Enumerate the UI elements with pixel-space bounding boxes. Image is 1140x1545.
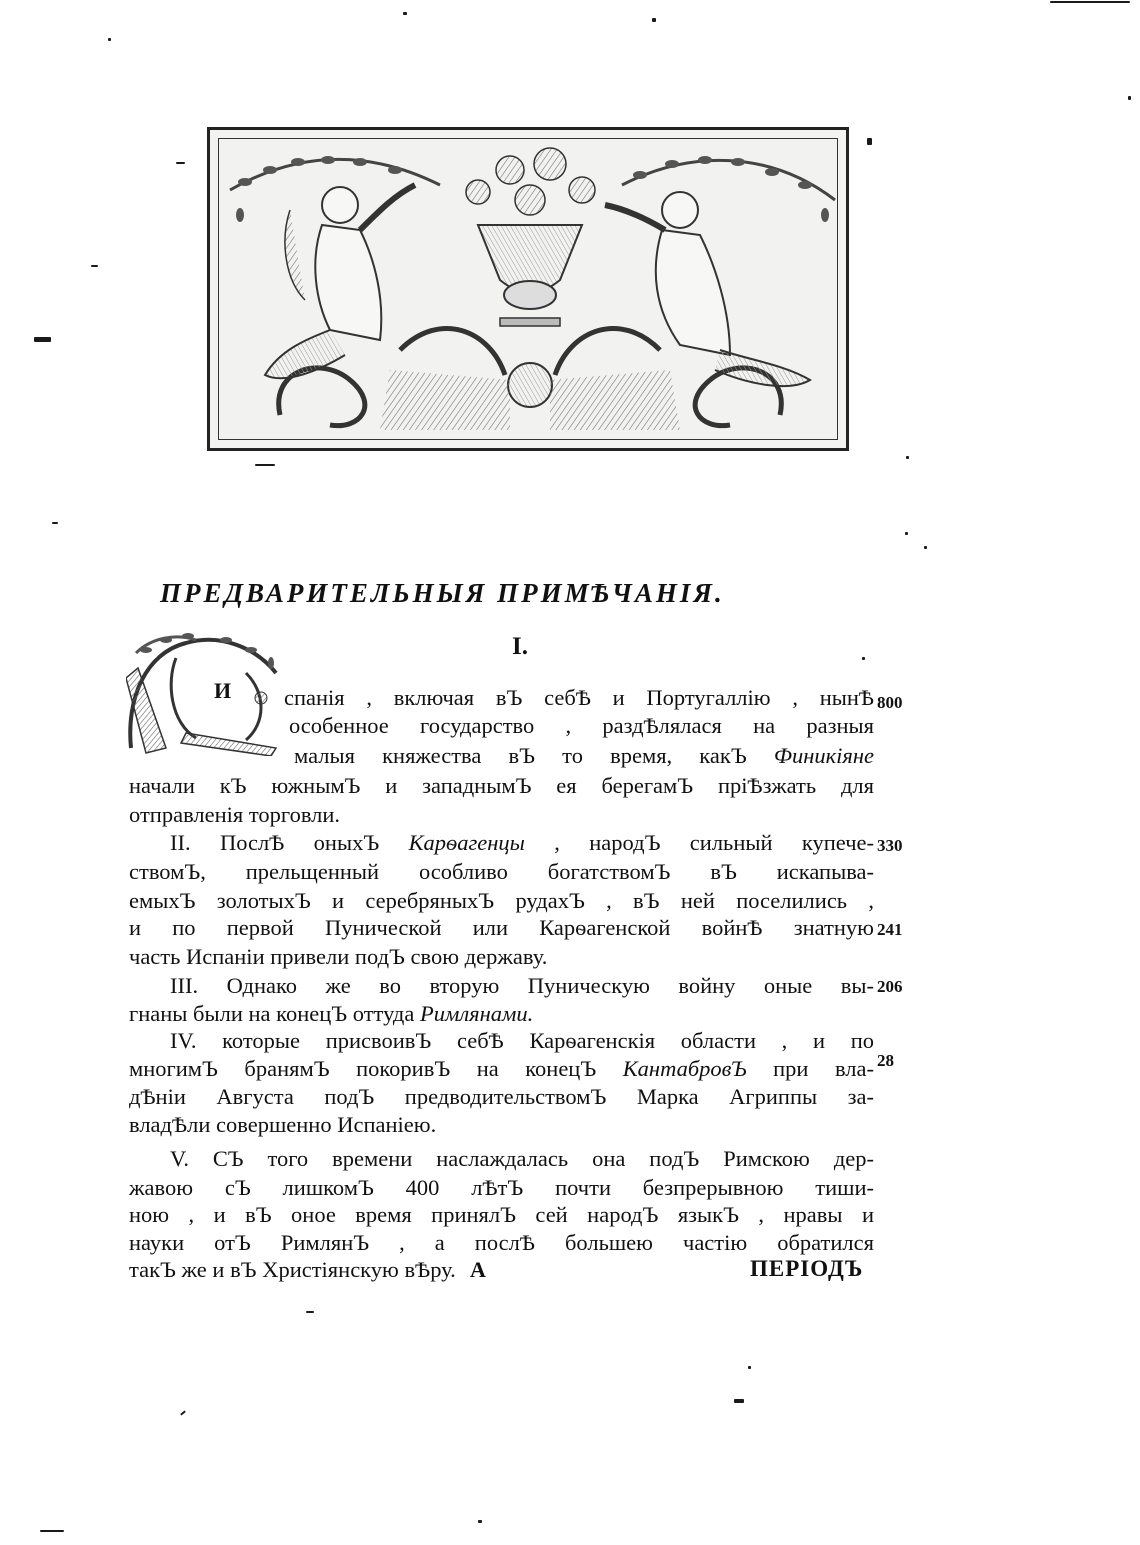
text-segment: начали кЪ южнымЪ и западнымЪ ея берегамЪ пріѢзжать для [129,773,874,798]
text-segment: отправленія торговли. [129,802,341,827]
text-line [129,1201,874,1229]
text-segment: многимЪ бранямЪ покоривЪ на конецЪ [129,1056,623,1081]
text-segment: владѢли совершенно Испаніею. [129,1112,437,1137]
text-line [129,858,874,886]
text-line [170,829,874,857]
text-line [129,1083,874,1111]
decorated-initial [126,628,281,756]
text-segment: науки отЪ РимлянЪ , а послѢ большею частію обратился [129,1230,874,1255]
text-segment: ною , и вЪ оное время принялЪ сей народЪ языкЪ , нравы и [129,1202,874,1227]
margin-note: 206 [877,977,903,996]
text-segment: жавою сЪ лишкомЪ 400 лѢтЪ почти безпрерывною тиши- [129,1175,874,1200]
text-segment: III. Однако же во вторую Пуническую войну оные вы- [170,973,874,998]
text-segment: гнаны были на конецЪ оттуда [129,1001,420,1026]
text-segment: малыя княжества вЪ то время, какЪ [294,743,774,768]
text-segment: спанія , включая вЪ себѢ и Португаллію , нынѢ [284,685,874,710]
text-line [129,772,874,800]
text-segment: часть Испаніи привели подЪ свою державу. [129,944,548,969]
text-line [129,1000,533,1028]
italic-text-segment: Карѳагенцы [408,830,525,855]
text-line [170,1027,874,1055]
engraved-headpiece-illustration [207,127,849,451]
margin-note: 28 [877,1051,894,1070]
signature-mark: А [470,1257,486,1282]
text-segment: V. СЪ того времени наслаждалась она подЪ Римскою дер- [170,1146,874,1171]
text-segment: , народЪ сильный купече- [524,830,874,855]
text-segment: такЪ же и вЪ Христіянскую вѢру. [129,1257,456,1282]
text-line [294,742,874,770]
text-segment: II. ПослѢ оныхЪ [170,830,409,855]
text-line [289,712,874,740]
text-line [170,1145,874,1173]
text-segment: особенное государство , раздѢлялася на разныя [289,713,874,738]
text-line [284,684,874,712]
text-line [129,1174,874,1202]
chapter-title: ПРЕДВАРИТЕЛЬНЫЯ ПРИМѢЧАНІЯ. [160,578,725,608]
italic-text-segment: Римлянами. [419,1001,534,1026]
margin-note: 330 [877,836,903,855]
text-line [129,1229,874,1257]
text-line [129,1111,436,1139]
initial-letter: И [214,678,232,703]
catchword: ПЕРІОДЪ [750,1256,864,1281]
text-segment: и по первой Пунической или Карѳагенской войнѢ знатную [129,915,874,940]
text-segment: ствомЪ, прельщенный особливо богатствомЪ вЪ искапыва- [129,859,874,884]
text-line [129,1055,874,1083]
text-line [129,1256,456,1284]
text-line [129,943,547,971]
text-segment: при вла- [746,1056,874,1081]
text-line [170,972,874,1000]
headpiece-engraving [210,130,849,451]
initial-ornament-icon [126,628,281,756]
text-segment: IV. которые присвоивЪ себѢ Карѳагенскія области , и по [170,1028,874,1053]
text-line [129,801,340,829]
italic-text-segment: Финикіяне [773,743,874,768]
margin-note: 241 [877,920,903,939]
text-line [129,887,874,915]
text-segment: емыхЪ золотыхЪ и серебряныхЪ рудахЪ , вЪ ней поселились , [129,888,874,913]
text-line [129,914,874,942]
section-number: I. [512,633,528,660]
margin-note: 800 [877,693,903,712]
text-segment: дѢніи Августа подЪ предводительствомЪ Марка Агриппы за- [129,1084,874,1109]
italic-text-segment: КантабровЪ [622,1056,747,1081]
